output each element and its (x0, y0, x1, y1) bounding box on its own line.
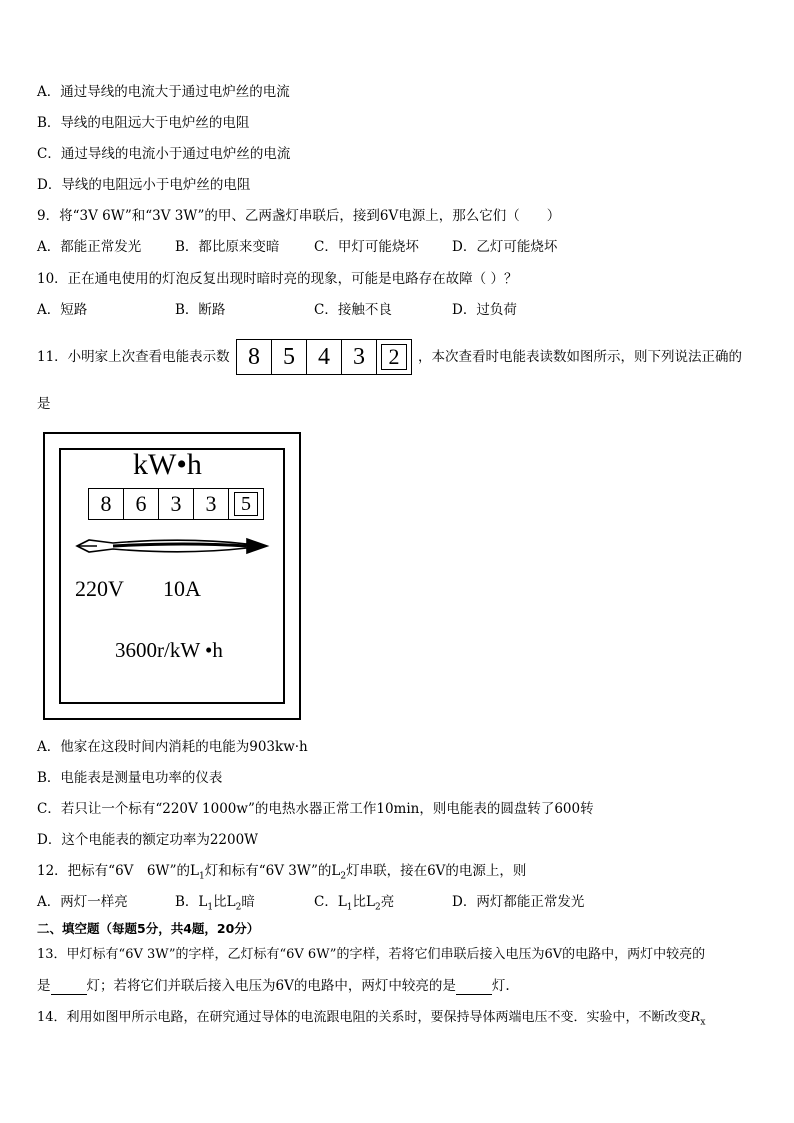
meter-arrow-icon (75, 534, 271, 558)
answer-blank[interactable] (51, 980, 87, 995)
meter-digit: 6 (124, 488, 159, 520)
option-part: B．L (175, 894, 208, 910)
q8-option-c: C．通过导线的电流小于通过电炉丝的电流 (37, 146, 291, 162)
prev-digit: 5 (272, 339, 307, 375)
meter-digit: 3 (194, 488, 229, 520)
q13-text: 是 (37, 978, 51, 994)
subscript: 2 (340, 871, 347, 882)
electricity-meter-face (59, 448, 285, 704)
q13-line-1: 13．甲灯标有“6V 3W”的字样，乙灯标有“6V 6W”的字样，若将它们串联后接入电压为6V的电路中，两灯中较亮的 (37, 947, 706, 962)
variable-r: R (690, 1010, 701, 1025)
q9-option-b: B．都比原来变暗 (175, 239, 280, 255)
option-part: 亮 (380, 894, 395, 910)
q10-option-d: D．过负荷 (452, 302, 517, 318)
meter-digit: 8 (88, 488, 124, 520)
q10-stem: 10．正在通电使用的灯泡反复出现时暗时亮的现象，可能是电路存在故障（ ）？ (37, 271, 518, 287)
q13-line-2 (37, 977, 510, 995)
subscript: 2 (375, 902, 381, 913)
q11-option-c: C．若只让一个标有“220V 1000w”的电热水器正常工作10min，则电能表的圆盘转了600转 (37, 801, 594, 817)
q11-option-d: D．这个电能表的额定功率为2200W (37, 832, 259, 848)
q12-stem (37, 862, 526, 886)
q12-option-b (175, 893, 255, 917)
q12-option-c (314, 893, 394, 917)
option-part: 比L (213, 894, 236, 910)
subscript: x (700, 1017, 706, 1028)
option-part: 暗 (241, 894, 255, 910)
prev-digit-decimal: 2 (381, 344, 407, 370)
q13-text: 灯. (491, 978, 510, 994)
subscript: 1 (207, 902, 214, 913)
answer-blank[interactable] (456, 980, 492, 995)
q13-text: 灯；若将它们并联后接入电压为6V的电路中，两灯中较亮的是 (86, 978, 456, 994)
option-part: C．L (314, 894, 347, 910)
q9-option-d: D．乙灯可能烧坏 (452, 239, 558, 255)
prev-digit: 3 (342, 339, 377, 375)
q12-option-d: D．两灯都能正常发光 (452, 894, 585, 910)
q14-line-1 (37, 1009, 705, 1032)
q9-option-c: C．甲灯可能烧坏 (314, 239, 419, 255)
q10-option-a: A．短路 (37, 302, 88, 318)
subscript: 1 (199, 871, 205, 882)
q11-option-a: A．他家在这段时间内消耗的电能为903kw·h (37, 739, 308, 755)
meter-digit-decimal-box (229, 488, 264, 520)
q11-stem-after: ，本次查看时电能表读数如图所示，则下列说法正确的 (418, 349, 742, 365)
q11-stem-wrap: 是 (37, 396, 51, 412)
subscript: 2 (235, 902, 242, 913)
previous-reading-digits (236, 339, 412, 375)
subscript: 1 (346, 902, 353, 913)
meter-digit-decimal: 5 (234, 492, 258, 516)
q12-option-a: A．两灯一样亮 (37, 894, 128, 910)
q11-option-b: B．电能表是测量电功率的仪表 (37, 770, 223, 786)
q10-option-c: C．接触不良 (314, 302, 392, 318)
option-part: 比L (352, 894, 375, 910)
meter-constant: 3600r/kW •h (115, 638, 223, 662)
section-heading: 二、填空题（每题5分，共4题，20分） (37, 921, 260, 936)
q12-stem-part: 12．把标有“6V 6W”的L (37, 863, 199, 879)
electricity-meter-figure (43, 432, 301, 720)
q8-option-a: A．通过导线的电流大于通过电炉丝的电流 (37, 84, 290, 100)
q12-stem-part: 灯和标有“6V 3W”的L (204, 863, 341, 879)
q9-stem: 9．将“3V 6W”和“3V 3W”的甲、乙两盏灯串联后，接到6V电源上，那么它们（ ） (37, 208, 561, 224)
meter-digit: 3 (159, 488, 194, 520)
meter-voltage: 220V (75, 576, 124, 601)
meter-digits (88, 488, 264, 520)
q12-stem-part: 灯串联，接在6V的电源上，则 (346, 863, 527, 879)
q9-option-a: A．都能正常发光 (37, 239, 142, 255)
meter-current: 10A (163, 576, 201, 601)
q14-text: 14．利用如图甲所示电路，在研究通过导体的电流跟电阻的关系时，要保持导体两端电压不变．实验中，不断改变 (37, 1010, 691, 1025)
meter-unit: kW•h (133, 448, 202, 481)
prev-digit: 4 (307, 339, 342, 375)
prev-digit-decimal-box (377, 339, 412, 375)
q8-option-d: D．导线的电阻远小于电炉丝的电阻 (37, 177, 251, 193)
q8-option-b: B．导线的电阻远大于电炉丝的电阻 (37, 115, 250, 131)
prev-digit: 8 (236, 339, 272, 375)
q11-stem-before: 11．小明家上次查看电能表示数 (37, 349, 230, 365)
q10-option-b: B．断路 (175, 302, 226, 318)
